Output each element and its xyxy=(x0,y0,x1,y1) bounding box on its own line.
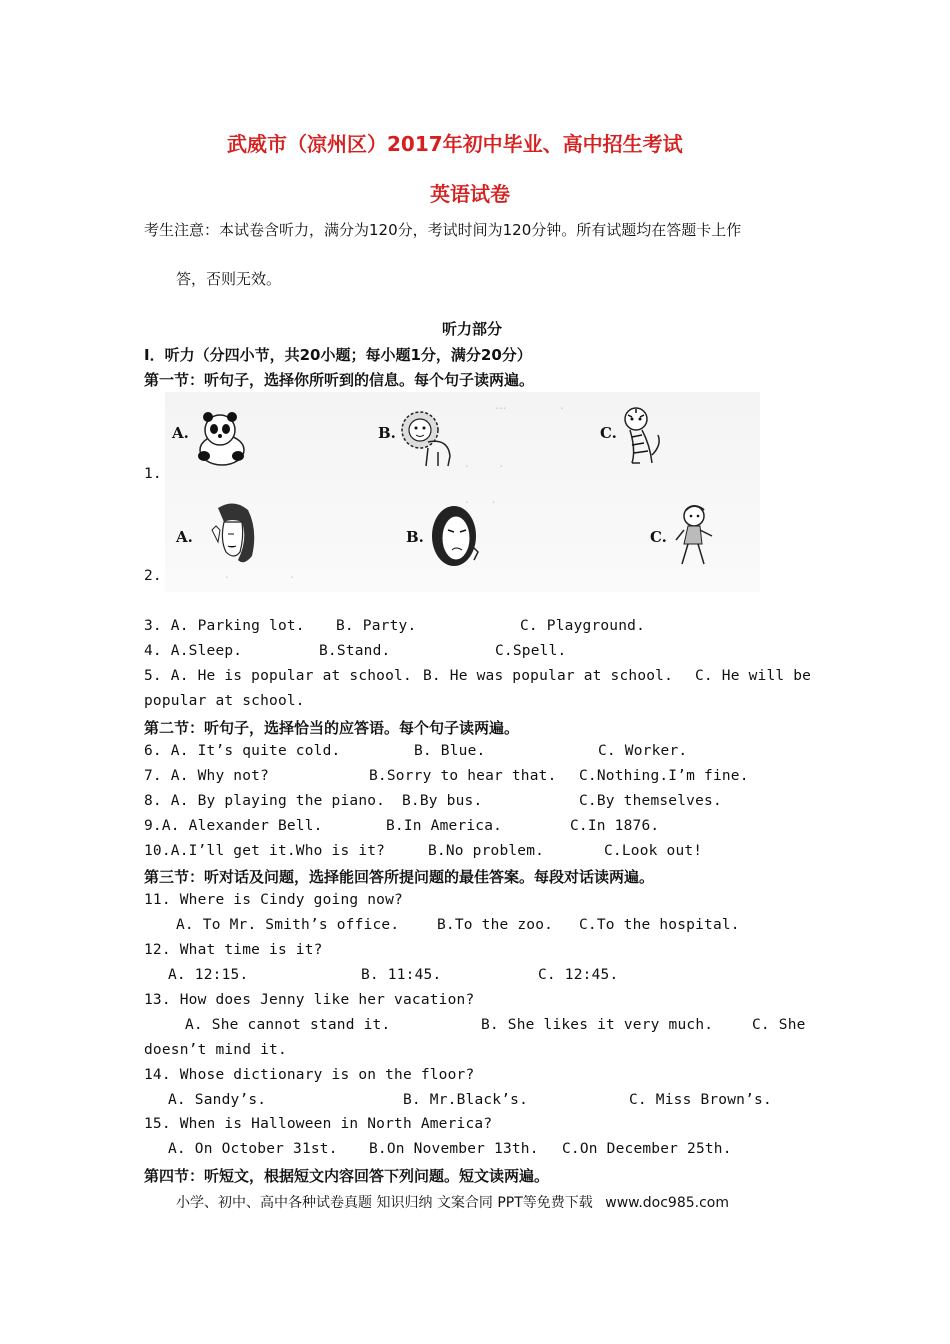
tiger-icon xyxy=(616,405,664,467)
q12-option-b: B. 11:45. xyxy=(361,967,442,983)
question-2-number: 2. xyxy=(144,568,162,584)
picture-area: ... . . . . . . . xyxy=(165,392,760,592)
q13-option-c: C. She xyxy=(752,1017,806,1033)
q1-option-b: B. xyxy=(378,424,396,442)
q4-option-c: C.Spell. xyxy=(495,643,567,659)
q13-option-b: B. She likes it very much. xyxy=(481,1017,714,1033)
section1-heading: 第一节：听句子，选择你所听到的信息。每个句子读两遍。 xyxy=(144,371,535,389)
notice-line-1: 考生注意：本试卷含听力，满分为120分，考试时间为120分钟。所有试题均在答题卡上作 xyxy=(144,221,742,239)
q15-option-a: A. On October 31st. xyxy=(168,1141,338,1157)
q15-option-c: C.On December 25th. xyxy=(562,1141,732,1157)
section2-heading: 第二节：听句子，选择恰当的应答语。每个句子读两遍。 xyxy=(144,719,520,737)
q10-option-a: 10.A.I’ll get it.Who is it? xyxy=(144,843,386,859)
q2-option-c: C. xyxy=(650,528,667,546)
exam-subtitle: 英语试卷 xyxy=(430,182,510,206)
q11-option-c: C.To the hospital. xyxy=(579,917,740,933)
q5-option-c: C. He will be xyxy=(695,668,812,684)
q9-option-b: B.In America. xyxy=(386,818,503,834)
question-12: 12. What time is it? xyxy=(144,942,323,958)
q5-option-a: 5. A. He is popular at school. xyxy=(144,668,412,684)
listening-part-title: 听力部分 xyxy=(442,320,503,338)
footer-text xyxy=(176,1192,729,1212)
question-11: 11. Where is Cindy going now? xyxy=(144,892,403,908)
q12-option-a: A. 12:15. xyxy=(168,967,249,983)
notice-line-2: 答，否则无效。 xyxy=(176,270,282,288)
boy-icon xyxy=(674,500,718,570)
q4-option-a: 4. A.Sleep. xyxy=(144,643,243,659)
q1-option-c: C. xyxy=(600,424,617,442)
man-icon xyxy=(426,500,486,572)
q7-option-a: 7. A. Why not? xyxy=(144,768,270,784)
q9-option-c: C.In 1876. xyxy=(570,818,660,834)
question-15: 15. When is Halloween in North America? xyxy=(144,1116,493,1132)
section-heading: I．听力（分四小节，共20小题；每小题1分，满分20分） xyxy=(144,346,532,364)
q12-option-c: C. 12:45. xyxy=(538,967,619,983)
panda-icon xyxy=(192,408,252,468)
q1-option-a: A. xyxy=(172,424,189,442)
q7-option-b: B.Sorry to hear that. xyxy=(369,768,557,784)
q14-option-b: B. Mr.Black’s. xyxy=(403,1092,529,1108)
section3-heading: 第三节：听对话及问题，选择能回答所提问题的最佳答案。每段对话读两遍。 xyxy=(144,868,655,886)
q3-option-c: C. Playground. xyxy=(520,618,646,634)
lion-icon xyxy=(398,408,458,470)
q5-option-c-cont: popular at school. xyxy=(144,693,305,709)
q10-option-b: B.No problem. xyxy=(428,843,545,859)
q13-option-c-cont: doesn’t mind it. xyxy=(144,1042,287,1058)
section4-heading: 第四节：听短文，根据短文内容回答下列问题。短文读两遍。 xyxy=(144,1167,550,1185)
q10-option-c: C.Look out! xyxy=(604,843,703,859)
q3-option-b: B. Party. xyxy=(336,618,417,634)
q13-option-a: A. She cannot stand it. xyxy=(185,1017,391,1033)
q6-option-a: 6. A. It’s quite cold. xyxy=(144,743,341,759)
footer-url[interactable]: www.doc985.com xyxy=(605,1195,729,1211)
q8-option-b: B.By bus. xyxy=(402,793,483,809)
q8-option-c: C.By themselves. xyxy=(579,793,722,809)
q11-option-a: A. To Mr. Smith’s office. xyxy=(176,917,400,933)
q2-option-b: B. xyxy=(406,528,424,546)
q2-option-a: A. xyxy=(176,528,193,546)
q7-option-c: C.Nothing.I’m fine. xyxy=(579,768,749,784)
woman-icon xyxy=(204,500,262,572)
footer-description: 小学、初中、高中各种试卷真题 知识归纳 文案合同 PPT等免费下载 xyxy=(176,1195,593,1211)
q5-option-b: B. He was popular at school. xyxy=(423,668,674,684)
question-13: 13. How does Jenny like her vacation? xyxy=(144,992,475,1008)
exam-title: 武威市（凉州区）2017年初中毕业、高中招生考试 xyxy=(227,132,683,156)
question-1-number: 1. xyxy=(144,466,162,482)
q4-option-b: B.Stand. xyxy=(319,643,391,659)
question-14: 14. Whose dictionary is on the floor? xyxy=(144,1067,475,1083)
q11-option-b: B.To the zoo. xyxy=(437,917,554,933)
q9-option-a: 9.A. Alexander Bell. xyxy=(144,818,323,834)
q8-option-a: 8. A. By playing the piano. xyxy=(144,793,386,809)
q3-option-a: 3. A. Parking lot. xyxy=(144,618,305,634)
q15-option-b: B.On November 13th. xyxy=(369,1141,539,1157)
q14-option-c: C. Miss Brown’s. xyxy=(629,1092,772,1108)
q6-option-c: C. Worker. xyxy=(598,743,688,759)
q14-option-a: A. Sandy’s. xyxy=(168,1092,267,1108)
q6-option-b: B. Blue. xyxy=(414,743,486,759)
